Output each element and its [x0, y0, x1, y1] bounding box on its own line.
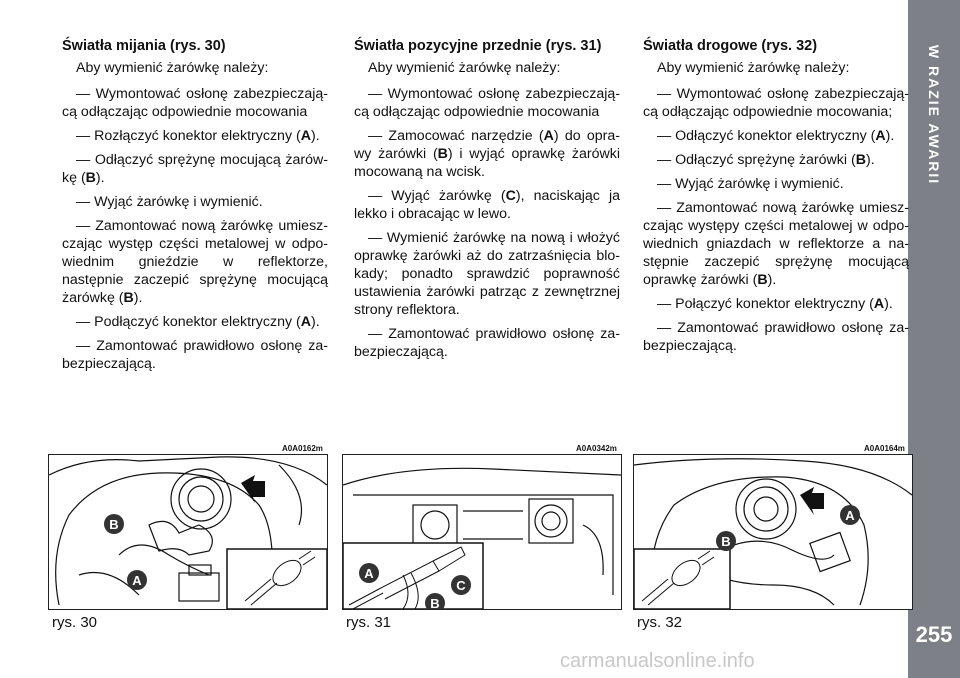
step-1: — Wymontować osłonę zabezpieczają-cą odłączając odpowiednie mocowania;: [643, 86, 909, 120]
figure-label: B: [109, 517, 119, 532]
intro-text: Aby wymienić żarówkę należy:: [657, 60, 850, 76]
step-5: — Zamontować prawidłowo osłonę za-bezpieczającą.: [354, 326, 620, 360]
figure-caption: rys. 32: [637, 614, 683, 631]
figure-label: A: [132, 573, 142, 588]
figure-label: A: [364, 566, 374, 581]
component-ref: B: [123, 290, 134, 306]
figure-caption: rys. 30: [52, 614, 98, 631]
step-3: — Odłączyć sprężynę żarówki (B).: [657, 152, 875, 168]
step-5: — Zamontować nową żarówkę umiesz-czając występ części metalowej w odpo-wiednim gnieździe w reflektorze, następnie zaczepić sprężynę mocującą żarówkę (B).: [62, 218, 328, 306]
component-ref: A: [873, 296, 885, 312]
step-2: — Odłączyć konektor elektryczny (A).: [657, 128, 895, 144]
column-high-beam: [643, 38, 909, 361]
component-ref: A: [300, 314, 311, 330]
figure-label: B: [721, 534, 731, 549]
figure-label: A: [845, 508, 855, 523]
step-5: — Zamontować nową żarówkę umiesz-czając występy części metalowej w odpo-wiednich gniazdach w reflektorze a na-stępnie zaczepić sprężynę mocującą oprawkę żarówki (B).: [643, 200, 909, 288]
step-3: — Odłączyć sprężynę mocującą żarów-kę (B).: [62, 152, 328, 186]
figure-position-light-bulb: [342, 454, 622, 610]
step-7: — Zamontować prawidłowo osłonę za-bezpieczającą.: [62, 338, 328, 372]
step-3: — Wyjąć żarówkę (C), naciskając ja lekko i obracając w lewo.: [354, 188, 621, 222]
component-ref: B: [85, 170, 96, 186]
step-7: — Zamontować prawidłowo osłonę za-bezpieczającą.: [643, 320, 909, 354]
heading-high-beam: Światła drogowe (rys. 32): [643, 38, 818, 54]
intro-text: Aby wymienić żarówkę należy:: [368, 60, 561, 76]
component-ref: C: [505, 188, 516, 204]
column-low-beam: [62, 38, 328, 379]
component-ref: B: [437, 146, 448, 162]
component-ref: B: [757, 272, 768, 288]
figure-label: B: [430, 596, 440, 609]
column-position-lights: [354, 38, 620, 367]
figure-code: A0A0162m: [282, 444, 323, 453]
component-ref: B: [855, 152, 866, 168]
figure-high-beam-bulb: [633, 454, 913, 610]
step-1: — Wymontować osłonę zabezpieczają-cą odłączając odpowiednie mocowania: [354, 86, 620, 120]
step-4: — Wyjąć żarówkę i wymienić.: [657, 176, 844, 192]
figure-low-beam-bulb: [48, 454, 328, 610]
heading-position-lights: Światła pozycyjne przednie (rys. 31): [354, 38, 602, 54]
figure-caption: rys. 31: [346, 614, 392, 631]
page-number: 255: [915, 622, 953, 647]
step-1: — Wymontować osłonę zabezpieczają-cą odłączając odpowiednie mocowania: [62, 86, 328, 120]
watermark: carmanualsonline.info: [560, 650, 755, 672]
step-2: — Rozłączyć konektor elektryczny (A).: [76, 128, 320, 144]
step-6: — Podłączyć konektor elektryczny (A).: [76, 314, 320, 330]
heading-low-beam: Światła mijania (rys. 30): [62, 38, 226, 54]
figure-label: C: [456, 578, 466, 593]
component-ref: A: [300, 128, 311, 144]
figure-code: A0A0342m: [576, 444, 617, 453]
component-ref: A: [875, 128, 886, 144]
intro-text: Aby wymienić żarówkę należy:: [76, 60, 269, 76]
figure-code: A0A0164m: [864, 444, 905, 453]
section-title: W RAZIE AWARII: [926, 44, 942, 186]
step-6: — Połączyć konektor elektryczny (A).: [657, 296, 893, 312]
step-2: — Zamocować narzędzie (A) do opra-wy żarówki (B) i wyjąć oprawkę żarówki mocowaną na wcisk.: [354, 128, 620, 180]
step-4: — Wyjąć żarówkę i wymienić.: [76, 194, 263, 210]
component-ref: A: [543, 128, 554, 144]
step-4: — Wymienić żarówkę na nową i włożyć oprawkę żarówki aż do zatrzaśnięcia blo-kady; ponadto sprawdzić poprawność ustawienia żarówki patrząc z zewnętrznej strony reflektora.: [354, 230, 620, 318]
